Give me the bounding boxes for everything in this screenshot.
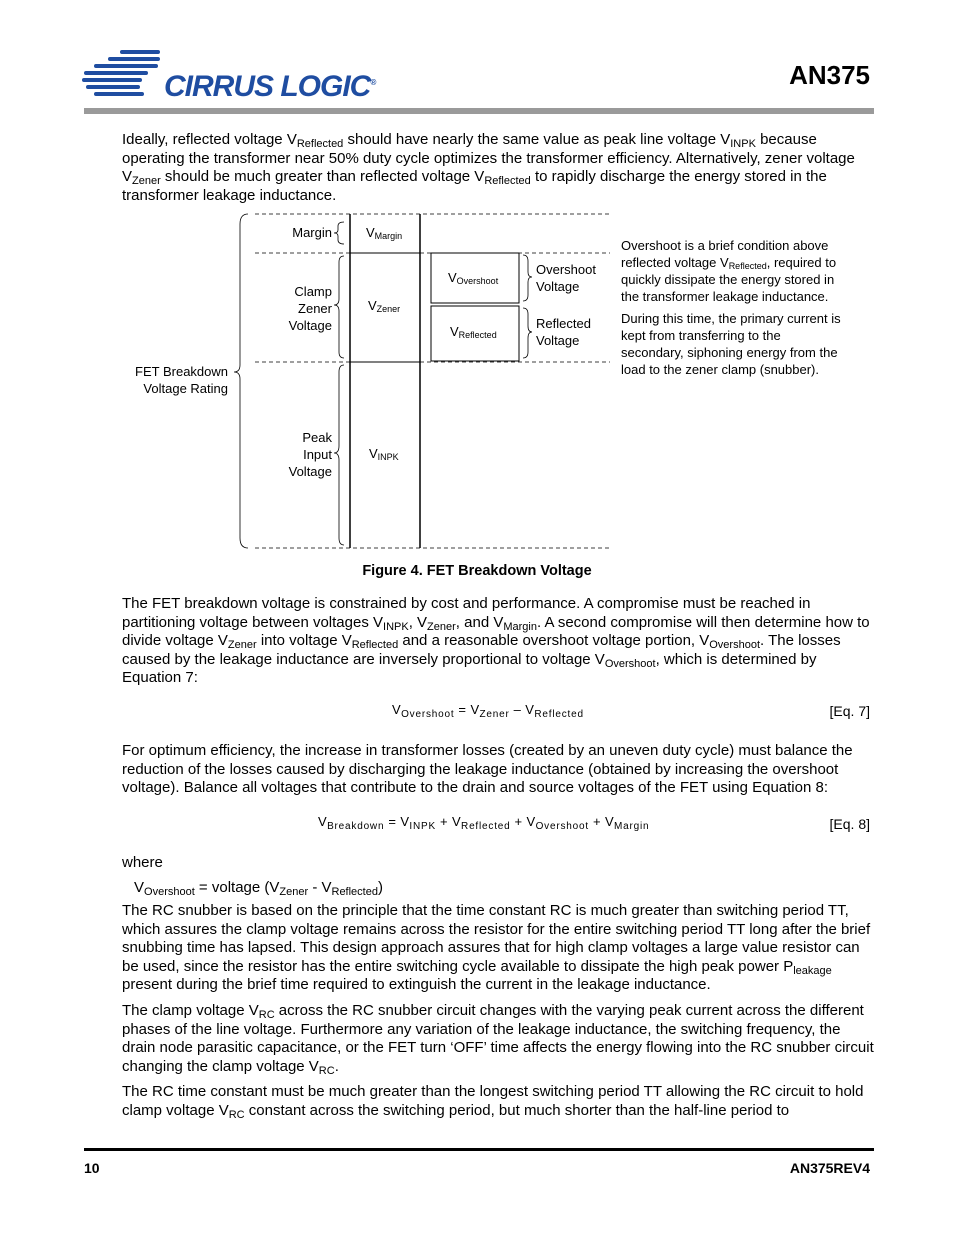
revision-label: AN375REV4 <box>789 1160 870 1176</box>
v-reflected-cell: $V_{Reflected}$ <box>450 324 497 340</box>
overshoot-note: Overshoot is a brief condition above reflected voltage $V_{Reflected}$, required to quickly dissipate the energy stored in the transformer leakage inductance. <box>621 238 837 304</box>
efficiency-paragraph: For optimum efficiency, the increase in transformer losses (created by an uneven duty cycle) must balance the reduction of the losses caused by discharging the leakage inductance (obtained by increasing the overshoot voltage). Balance all voltages that contribute to the drain and source voltages of the FET using Equation 8: <box>122 742 853 797</box>
where-label: where <box>122 854 163 871</box>
peak-input-label: Peak Input Voltage <box>288 430 332 479</box>
equation-8-number: [Eq. 8] <box>829 816 870 832</box>
intro-paragraph: Ideally, reflected voltage $V_{Reflected}$ should have nearly the same value as peak line voltage $V_{INPK}$ because operating the transformer near 50% duty cycle optimizes the transformer efficiency. Alternatively, zener voltage $V_{Zener}$ should be much greater than reflected voltage $V_{Reflected}$ to rapidly discharge the energy stored in the transformer leakage inductance. <box>122 131 855 204</box>
primary-current-note: During this time, the primary current is kept from transferring to the secondary, siphoning energy from the load to the zener clamp (snubber). <box>621 311 841 377</box>
margin-label: Margin <box>292 225 332 240</box>
equation-7: $V_{Overshoot} = V_{Zener} - V_{Reflected}$ <box>392 702 584 720</box>
overshoot-voltage-label: Overshoot Voltage <box>536 262 596 294</box>
figure-caption: Figure 4. FET Breakdown Voltage <box>362 563 592 579</box>
v-inpk-cell: $V_{INPK}$ <box>369 446 399 462</box>
cirrus-logic-logo <box>80 46 376 106</box>
footer-rule <box>84 1148 874 1151</box>
rc-snubber-paragraph: The RC snubber is based on the principle that the time constant RC is much greater than switching period TT, which assures the clamp voltage remains across the resistor for the entire switching period TT long after the brief snubbing time has lapsed. This design approach assures that for high clamp voltages a large value resistor can be used, since the resistor has the entire switching cycle available to dissipate the high peak power $P_{leakage}$ present during the brief time required to extinguish the current in the leakage inductance. <box>122 902 871 994</box>
logo-swoosh-icon <box>80 46 170 106</box>
reflected-voltage-label: Reflected Voltage <box>536 316 591 348</box>
clamp-zener-label: Clamp Zener Voltage <box>288 284 332 333</box>
document-id: AN375 <box>789 60 870 90</box>
v-overshoot-cell: $V_{Overshoot}$ <box>448 270 499 286</box>
header-rule <box>84 108 874 114</box>
overshoot-definition: $V_{Overshoot}$ = voltage $(V_{Zener} - V_{Reflected})$ <box>134 879 383 898</box>
equation-8: $V_{Breakdown} = V_{INPK} + V_{Reflected} + V_{Overshoot} + V_{Margin}$ <box>318 814 650 832</box>
fet-breakdown-label: FET Breakdown Voltage Rating <box>135 364 228 396</box>
fet-breakdown-figure <box>120 210 860 560</box>
clamp-voltage-paragraph: The clamp voltage $V_{RC}$ across the RC snubber circuit changes with the varying peak current across the different phases of the line voltage. Furthermore any variation of the leakage inductance, the switching frequency, the drain node parasitic capacitance, or the FET turn ‘OFF’ time affects the energy flowing into the RC snubber circuit changing the clamp voltage $V_{RC}$. <box>122 1002 874 1077</box>
equation-7-number: [Eq. 7] <box>829 703 870 719</box>
v-margin-cell: $V_{Margin}$ <box>366 225 403 241</box>
rc-time-constant-paragraph: The RC time constant must be much greater than the longest switching period TT allowing the RC circuit to hold clamp voltage $V_{RC}$ constant across the switching period, but much shorter than the half-line period to <box>122 1083 864 1121</box>
page-number: 10 <box>84 1160 100 1176</box>
v-zener-cell: $V_{Zener}$ <box>368 298 401 314</box>
breakdown-paragraph: The FET breakdown voltage is constrained by cost and performance. A compromise must be reached in partitioning voltage between voltages $V_{INPK}$, $V_{Zener}$, and $V_{Margin}$. A second compromise will then determine how to divide voltage $V_{Zener}$ into voltage $V_{Reflected}$ and a reasonable overshoot voltage portion, $V_{Overshoot}$. The losses caused by the leakage inductance are inversely proportional to voltage $V_{Overshoot}$, which is determined by Equation 7: <box>122 595 870 687</box>
company-name: CIRRUS LOGIC® <box>164 70 376 103</box>
